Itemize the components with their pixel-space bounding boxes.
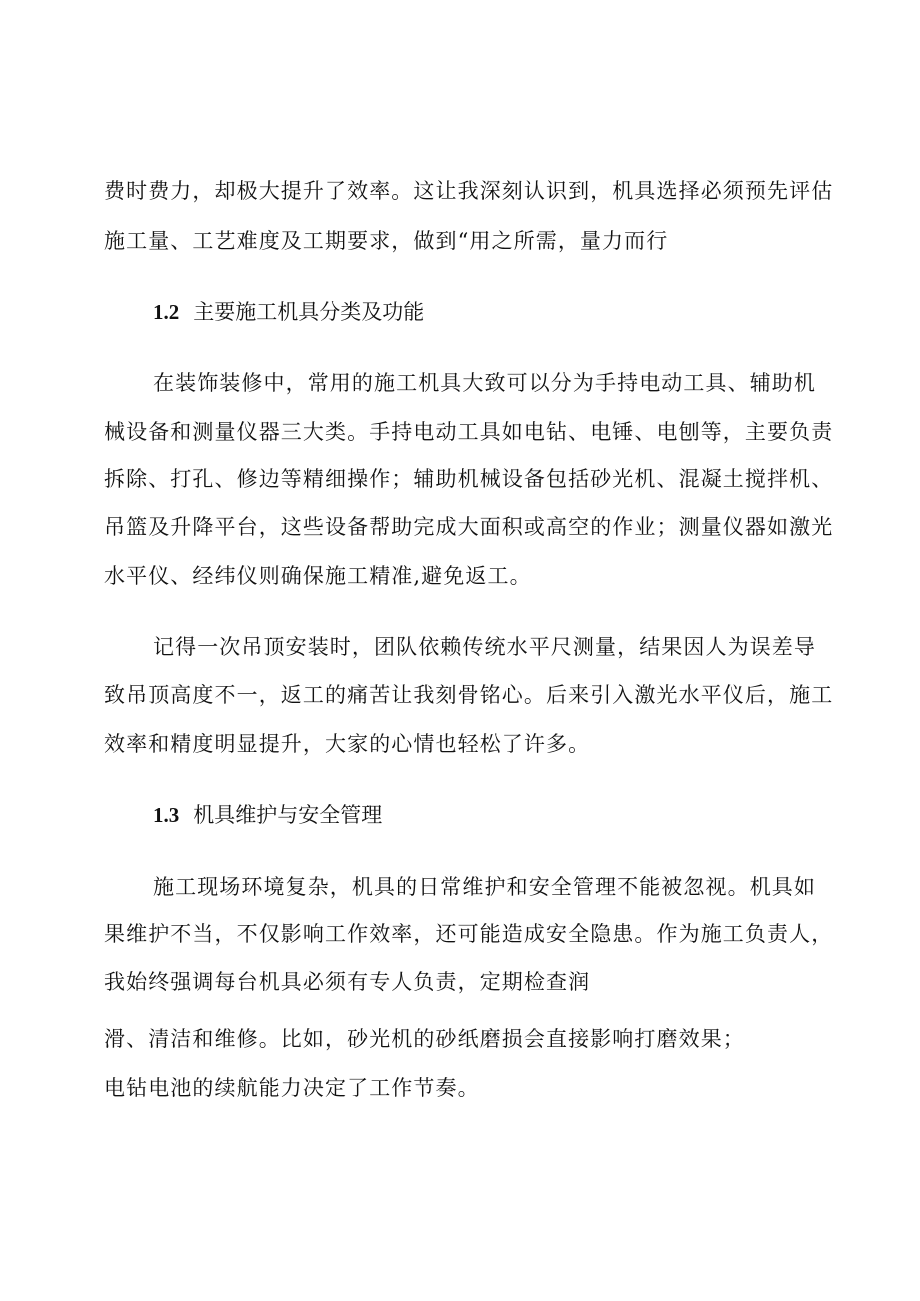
paragraph-line: 施工现场环境复杂，机具的日常维护和安全管理不能被忽视。机具如 bbox=[153, 875, 816, 899]
paragraph-line: 水平仪、经纬仪则确保施工精准,避免返工。 bbox=[104, 564, 532, 588]
paragraph-line: 在装饰装修中，常用的施工机具大致可以分为手持电动工具、辅助机 bbox=[153, 371, 816, 395]
section-number: 1.2 bbox=[153, 300, 180, 324]
paragraph-line: 效率和精度明显提升，大家的心情也轻松了许多。 bbox=[104, 732, 591, 756]
section-title: 机具维护与安全管理 bbox=[193, 803, 383, 827]
section-heading-1-2 bbox=[153, 297, 424, 327]
section-number: 1.3 bbox=[153, 803, 180, 827]
section-heading-1-3 bbox=[153, 800, 382, 830]
paragraph-line: 滑、清洁和维修。比如，砂光机的砂纸磨损会直接影响打磨效果； bbox=[104, 1027, 745, 1051]
paragraph-line: 拆除、打孔、修边等精细操作；辅助机械设备包括砂光机、混凝土搅拌机、 bbox=[104, 467, 834, 491]
paragraph-line: 记得一次吊顶安装时，团队依赖传统水平尺测量，结果因人为误差导 bbox=[153, 635, 816, 659]
paragraph-line: 吊篮及升降平台，这些设备帮助完成大面积或高空的作业；测量仪器如激光 bbox=[104, 515, 834, 539]
paragraph-line: 我始终强调每台机具必须有专人负责，定期检查润 bbox=[104, 970, 591, 994]
intro-line-2: 施工量、工艺难度及工期要求，做到“用之所需，量力而行 bbox=[104, 229, 669, 253]
paragraph-line: 致吊顶高度不一，返工的痛苦让我刻骨铭心。后来引入激光水平仪后，施工 bbox=[104, 683, 834, 707]
section-title: 主要施工机具分类及功能 bbox=[193, 300, 425, 324]
intro-line-1: 费时费力，却极大提升了效率。这让我深刻认识到，机具选择必须预先评估 bbox=[104, 179, 834, 203]
paragraph-line: 械设备和测量仪器三大类。手持电动工具如电钻、电锤、电刨等，主要负责 bbox=[104, 420, 834, 444]
paragraph-line: 果维护不当，不仅影响工作效率，还可能造成安全隐患。作为施工负责人， bbox=[104, 922, 834, 946]
paragraph-line: 电钻电池的续航能力决定了工作节奏。 bbox=[104, 1076, 480, 1100]
